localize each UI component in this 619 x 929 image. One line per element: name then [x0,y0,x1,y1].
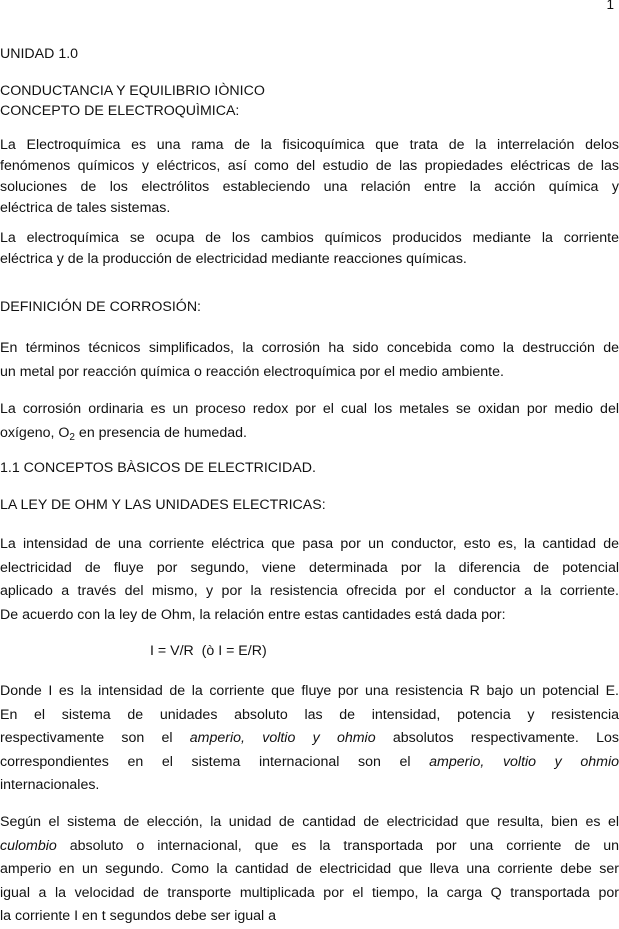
text-run: respectivamente son el [0,730,190,746]
page-number: 1 [606,0,614,12]
text-line: amperio en un segundo. Como la cantidad de electricidad que lleva una corriente debe ser [0,861,619,877]
text-line: La electroquímica se ocupa de los cambios químicos producidos mediante la corriente [0,230,619,246]
text-line [0,421,619,445]
paragraph-unidades [0,680,619,798]
text-line: aplicado a través del mismo, y por la resistencia ofrecida por el conductor a la corriente. [0,583,619,599]
text-line: internacionales. [0,777,100,793]
italic-culombio: culombio [0,837,57,854]
subscript-2: 2 [69,432,75,443]
text-run: absoluto o internacional, que es la transportada por una corriente de un [56,837,619,854]
text-run: absolutos respectivamente. Los [375,730,619,746]
text-run: oxígeno, O [0,425,70,441]
section-title-conductancia: CONDUCTANCIA Y EQUILIBRIO IÒNICO [0,83,265,99]
italic-units: amperio, voltio y ohmio [189,730,376,746]
text-line: En términos técnicos simplificados, la corrosión ha sido concebida como la destrucción de [0,340,619,356]
text-line: eléctrica y de la producción de electricidad mediante reacciones químicas. [0,251,467,267]
text-line: electricidad de fluye por segundo, viene determinada por la diferencia de potencial [0,559,619,576]
unit-title: UNIDAD 1.0 [0,46,79,62]
paragraph-corrosion-redox [0,397,619,445]
text-line: La intensidad de una corriente eléctrica que pasa por un conductor, esto es, la cantidad de [0,536,619,552]
text-line [0,835,619,859]
text-line: igual a la velocidad de transporte multiplicada por el tiempo, la carga Q transportada por [0,884,619,901]
ohm-formula: I = V/R (ò I = E/R) [150,643,267,659]
paragraph-electroquimica-definicion [0,135,619,219]
text-line: De acuerdo con la ley de Ohm, la relación entre estas cantidades está dada por: [0,606,506,623]
text-line: eléctrica de tales sistemas. [0,200,171,216]
text-line: la corriente I en t segundos debe ser igual a [0,908,277,924]
subsection-title-electricidad: 1.1 CONCEPTOS BÀSICOS DE ELECTRICIDAD. [0,460,316,476]
text-run: correspondientes en el sistema internacional son el [0,753,430,770]
text-line [0,751,619,775]
text-run: en presencia de humedad. [74,425,247,441]
paragraph-culombio [0,811,619,929]
ohm-title: LA LEY DE OHM Y LAS UNIDADES ELECTRICAS: [0,497,326,513]
text-line: La corrosión ordinaria es un proceso redox por el cual los metales se oxidan por medio del [0,401,619,417]
text-line: un metal por reacción química o reacción electroquímica por el medio ambiente. [0,364,504,380]
text-line: La Electroquímica es una rama de la fisicoquímica que trata de la interrelación delos [0,137,619,153]
paragraph-electroquimica-cambios [0,228,619,270]
text-line [0,727,619,751]
text-line: fenómenos químicos y eléctricos, así como del estudio de las propiedades eléctricas de las [0,158,619,174]
text-line: soluciones de los electrólitos estableciendo una relación entre la acción química y [0,179,619,195]
paragraph-corrosion-definicion [0,336,619,384]
paragraph-ley-de-ohm [0,533,619,627]
text-line: Donde I es la intensidad de la corriente que fluye por una resistencia R bajo un potencial E. [0,683,619,699]
italic-units: amperio, voltio y ohmio [429,753,619,770]
corrosion-title: DEFINICIÓN DE CORROSIÓN: [0,299,202,315]
section-title-electroquimica: CONCEPTO DE ELECTROQUÌMICA: [0,103,240,119]
text-line: En el sistema de unidades absoluto las de intensidad, potencia y resistencia [0,706,619,723]
text-line: Según el sistema de elección, la unidad de cantidad de electricidad que resulta, bien es el [0,814,619,830]
